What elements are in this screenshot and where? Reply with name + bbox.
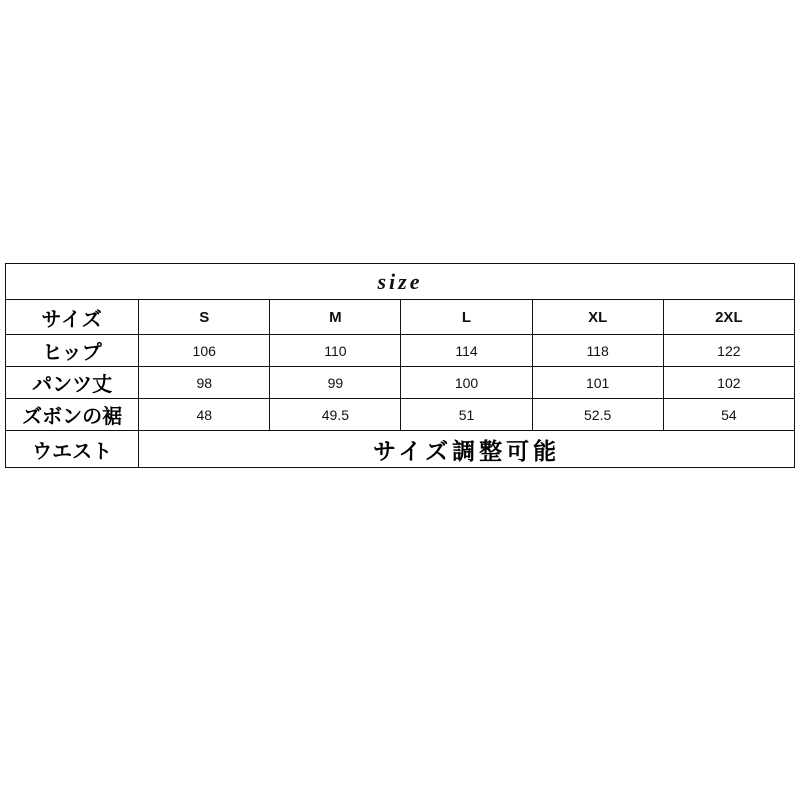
- table-header-row: [6, 300, 795, 335]
- cell-pants-length-xl: 101: [532, 367, 663, 399]
- column-header-size-label: サイズ: [6, 300, 139, 335]
- cell-pants-length-s: 98: [139, 367, 270, 399]
- cell-pants-hem-l: 51: [401, 399, 532, 431]
- row-label-pants-hem: ズボンの裾: [6, 399, 139, 431]
- column-header-xl: XL: [532, 300, 663, 335]
- cell-pants-length-l: 100: [401, 367, 532, 399]
- table-title-row: [6, 264, 795, 300]
- column-header-2xl: 2XL: [663, 300, 794, 335]
- cell-waist-note: サイズ調整可能: [139, 431, 795, 468]
- table-note-row: [6, 431, 795, 468]
- cell-pants-hem-2xl: 54: [663, 399, 794, 431]
- row-label-pants-length: パンツ丈: [6, 367, 139, 399]
- cell-pants-length-m: 99: [270, 367, 401, 399]
- column-header-s: S: [139, 300, 270, 335]
- cell-hip-s: 106: [139, 335, 270, 367]
- cell-pants-length-2xl: 102: [663, 367, 794, 399]
- cell-hip-2xl: 122: [663, 335, 794, 367]
- cell-pants-hem-xl: 52.5: [532, 399, 663, 431]
- row-label-hip: ヒップ: [6, 335, 139, 367]
- size-table: [5, 263, 795, 468]
- table-row: [6, 399, 795, 431]
- table-row: [6, 335, 795, 367]
- chart-title: size: [6, 264, 795, 300]
- cell-pants-hem-s: 48: [139, 399, 270, 431]
- cell-pants-hem-m: 49.5: [270, 399, 401, 431]
- cell-hip-l: 114: [401, 335, 532, 367]
- row-label-waist: ウエスト: [6, 431, 139, 468]
- cell-hip-m: 110: [270, 335, 401, 367]
- column-header-l: L: [401, 300, 532, 335]
- column-header-m: M: [270, 300, 401, 335]
- size-chart-container: [5, 263, 795, 468]
- cell-hip-xl: 118: [532, 335, 663, 367]
- table-row: [6, 367, 795, 399]
